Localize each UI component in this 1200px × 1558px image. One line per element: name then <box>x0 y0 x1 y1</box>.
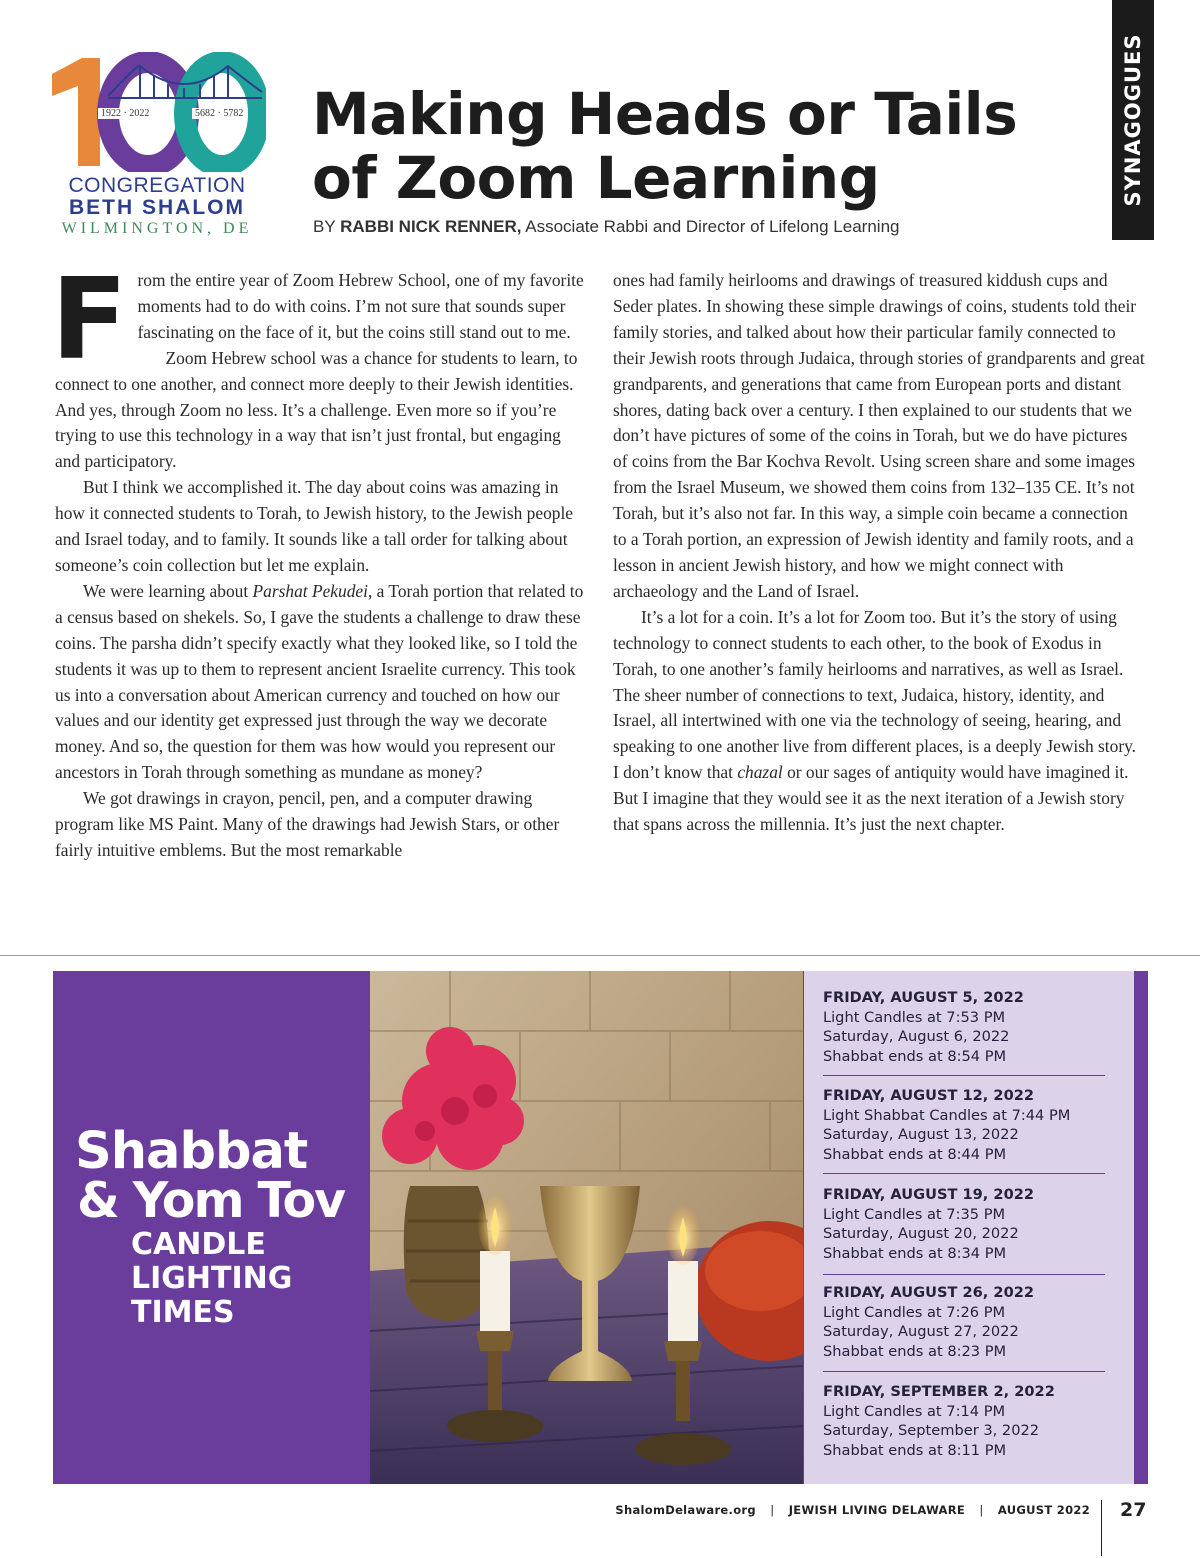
candle-time-separator <box>823 1274 1105 1275</box>
page-number: 27 <box>1120 1499 1147 1521</box>
candle-time-separator <box>823 1371 1105 1372</box>
logo-name-text: BETH SHALOM <box>69 196 245 219</box>
byline <box>313 217 899 237</box>
article-column-right <box>613 268 1145 838</box>
article-paragraph: But I think we accomplished it. The day about coins was amazing in how it connected students to Torah, to Jewish history, to the Jewish people and Israel today, and to family. It sounds like a tall order for talking about someone’s coin collection but let me explain. <box>55 477 574 575</box>
logo-digit-one <box>52 58 100 166</box>
parsha-name: Parshat Pekudei <box>252 580 368 601</box>
candle-title-yom-tov: & Yom Tov <box>77 1172 345 1229</box>
page-footer <box>615 1503 1090 1517</box>
footer-site: ShalomDelaware.org <box>615 1503 756 1517</box>
article-title-line-2: of Zoom Learning <box>312 144 880 212</box>
byline-prefix: BY <box>313 217 336 236</box>
logo-gregorian-years: 1922 · 2022 <box>98 108 152 119</box>
footer-rule <box>1101 1500 1102 1556</box>
footer-publication: JEWISH LIVING DELAWARE <box>788 1503 966 1517</box>
article-title-line-1: Making Heads or Tails <box>312 80 1018 148</box>
congregation-logo <box>48 52 268 242</box>
byline-role: Associate Rabbi and Director of Lifelong Learning <box>525 217 900 236</box>
candle-title-shabbat: Shabbat <box>75 1122 308 1181</box>
candle-time-entry: FRIDAY, SEPTEMBER 2, 2022 Light Candles at 7:14 PM Saturday, September 3, 2022 Shabbat ends at 8:11 PM <box>823 1383 1055 1459</box>
candle-time-separator <box>823 1173 1105 1174</box>
candle-time-separator <box>823 1075 1105 1076</box>
drop-cap: F <box>51 255 128 385</box>
logo-location-text: WILMINGTON, DE <box>61 220 253 237</box>
logo-congregation-text: CONGREGATION <box>68 174 246 197</box>
article-paragraph: From the entire year of Zoom Hebrew School, one of my favorite moments had to do with coins. I’m not sure that sounds super fascinating on the face of it, but the coins still stand out to me. <box>51 255 584 385</box>
article-paragraph: We got drawings in crayon, pencil, pen, and a computer drawing program like MS Paint. Many of the drawings had Jewish Stars, or other fairly intuitive emblems. But the most remarkable <box>55 788 560 860</box>
candle-time-entry: FRIDAY, AUGUST 12, 2022 Light Shabbat Candles at 7:44 PM Saturday, August 13, 2022 Shabbat ends at 8:44 PM <box>823 1087 1071 1163</box>
article-paragraph: It’s a lot for a coin. It’s a lot for Zoom too. But it’s the story of using technology to connect students to each other, to the book of Exodus in Torah, to one another’s family heirlooms and narratives, as well as Israel. The sheer number of connections to text, Judaica, history, identity, and Israel, all intertwined with one via the technology of seeing, hearing, and speaking to one another live from different places, is a deeply Jewish story. I don’t know that chazal or our sages of antiquity would have imagined it. But I imagine that they would see it as the next iteration of a Jewish story that spans across the millennia. It’s just the next chapter. <box>613 606 1137 835</box>
candle-subtitle: CANDLE LIGHTING TIMES <box>131 1227 293 1330</box>
footer-separator: | <box>770 1503 775 1517</box>
article-paragraph: We were learning about Parshat Pekudei, a Torah portion that related to a census based on shekels. So, I gave the students a challenge to draw these coins. The parsha didn’t specify exactly what they looked like, so I told the students it was up to them to represent ancient Israelite currency. This took us into a conversation about American currency and touched on how our values and our identity get expressed just through the way we decorate money. And so, the question for them was how would you represent our ancestors in Torah through something as mundane as money? <box>55 580 584 783</box>
article-paragraph: Zoom Hebrew school was a chance for students to learn, to connect to one another, and connect more deeply to their Jewish identities. And yes, through Zoom no less. It’s a challenge. Even more so if you’re trying to use this technology in a way that isn’t just frontal, but engaging and participatory. <box>55 347 578 472</box>
section-divider <box>0 955 1200 956</box>
article-column-left <box>51 255 585 864</box>
logo-hebrew-years: 5682 · 5782 <box>192 108 246 119</box>
candle-time-entry: FRIDAY, AUGUST 19, 2022 Light Candles at 7:35 PM Saturday, August 20, 2022 Shabbat ends at 8:34 PM <box>823 1186 1035 1262</box>
section-tab <box>1112 0 1154 240</box>
byline-author: RABBI NICK RENNER, <box>340 217 522 236</box>
candle-time-entry: FRIDAY, AUGUST 26, 2022 Light Candles at 7:26 PM Saturday, August 27, 2022 Shabbat ends at 8:23 PM <box>823 1284 1035 1360</box>
article-title <box>312 82 1017 210</box>
shabbat-table-photo <box>370 971 803 1484</box>
candle-time-entry: FRIDAY, AUGUST 5, 2022 Light Candles at 7:53 PM Saturday, August 6, 2022 Shabbat ends at 8:54 PM <box>823 989 1024 1065</box>
chazal-term: chazal <box>737 762 783 783</box>
section-tab-label: SYNAGOGUES <box>1121 33 1145 207</box>
footer-separator: | <box>979 1503 984 1517</box>
footer-issue: AUGUST 2022 <box>997 1503 1090 1517</box>
article-paragraph: ones had family heirlooms and drawings of treasured kiddush cups and Seder plates. In showing these simple drawings of coins, students told their family stories, and talked about how their particular family connected to their Jewish roots through Judaica, through stories of grandparents and great grandparents, and generations that came from European ports and distant shores, dating back over a century. I then explained to our students that we don’t have pictures of some of the coins in Torah, but we do have pictures of coins from the Bar Kochva Revolt. Using screen share and some images from the Israel Museum, we showed them coins from 132–135 CE. It’s not Torah, but it’s also not far. In this way, a simple coin became a connection to a Torah portion, an expression of Jewish identity and family roots, and a lesson in ancient Jewish history, and how we might connect with archaeology and the Land of Israel. <box>613 270 1145 601</box>
candle-times-panel <box>804 971 1134 1484</box>
